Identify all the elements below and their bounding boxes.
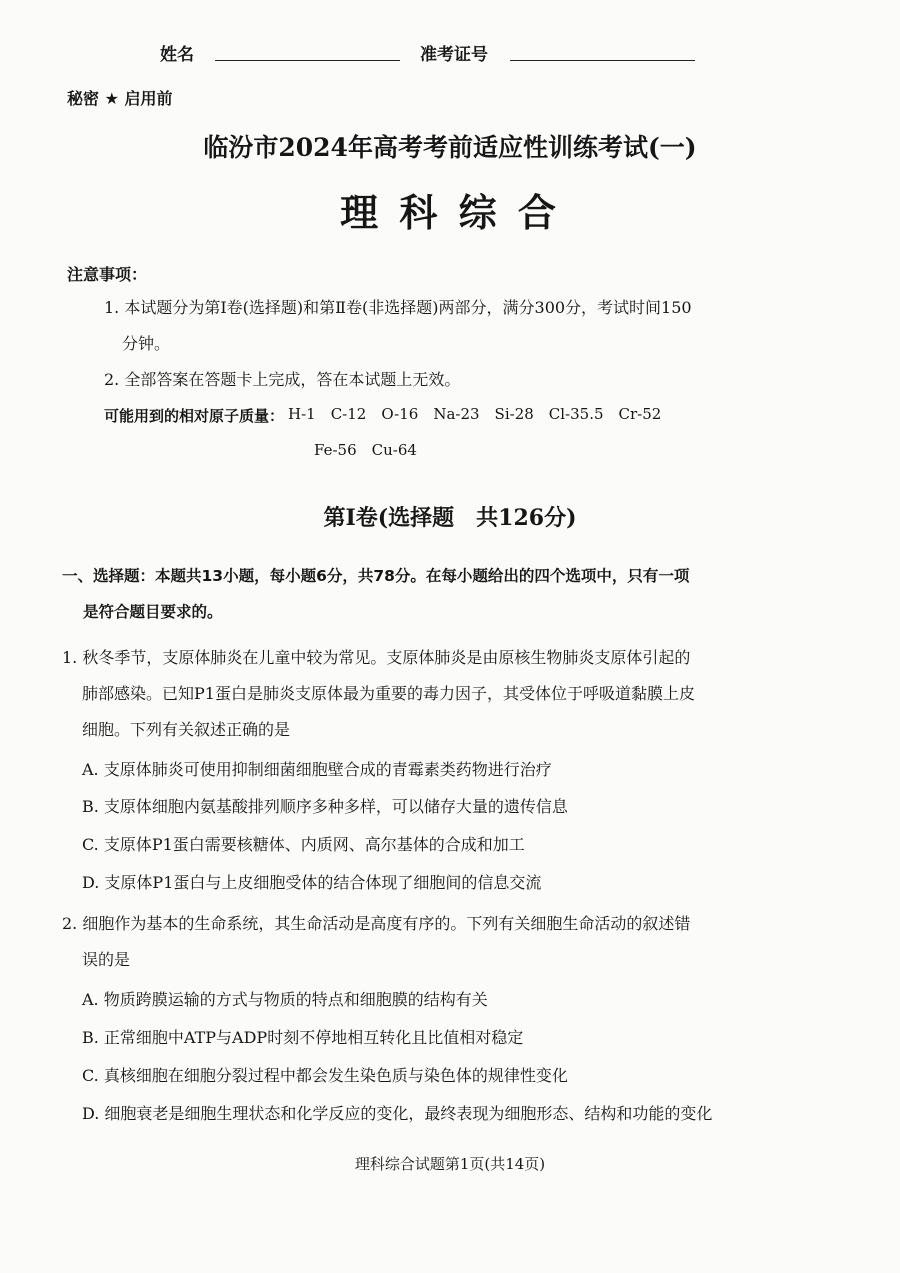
notice-item-1-cont: 分钟。	[122, 334, 171, 353]
notice-item-1: 1. 本试题分为第Ⅰ卷(选择题)和第Ⅱ卷(非选择题)两部分，满分300分，考试时间150	[104, 298, 692, 317]
question-2-option-a: A. 物质跨膜运输的方式与物质的特点和细胞膜的结构有关	[82, 990, 488, 1009]
question-2-stem-2: 误的是	[82, 950, 131, 969]
atomic-mass-values: H-1 C-12 O-16 Na-23 Si-28 Cl-35.5 Cr-52	[288, 405, 662, 423]
notice-heading: 注意事项：	[67, 265, 148, 284]
question-1-stem-2: 肺部感染。已知P1蛋白是肺炎支原体最为重要的毒力因子，其受体位于呼吸道黏膜上皮	[82, 684, 695, 703]
exam-id-label: 准考证号	[420, 45, 488, 65]
exam-id-blank-line	[510, 42, 695, 61]
question-2-stem: 2. 细胞作为基本的生命系统，其生命活动是高度有序的。下列有关细胞生命活动的叙述错	[62, 914, 691, 933]
name-blank-line	[215, 42, 400, 61]
secret-mark: 秘密 ★ 启用前	[67, 89, 173, 108]
notice-item-2: 2. 全部答案在答题卡上完成，答在本试题上无效。	[104, 370, 461, 389]
name-label: 姓名	[160, 45, 194, 65]
section-instructions-cont: 是符合题目要求的。	[83, 603, 223, 621]
page-footer: 理科综合试题第1页(共14页)	[354, 1155, 546, 1173]
exam-title: 临汾市2024年高考考前适应性训练考试(一)	[203, 133, 697, 162]
question-1-option-b: B. 支原体细胞内氨基酸排列顺序多种多样，可以储存大量的遗传信息	[82, 797, 568, 816]
question-1-option-a: A. 支原体肺炎可使用抑制细菌细胞壁合成的青霉素类药物进行治疗	[82, 760, 552, 779]
question-1-stem-3: 细胞。下列有关叙述正确的是	[82, 720, 291, 739]
atomic-mass-label: 可能用到的相对原子质量：	[104, 407, 285, 425]
question-1-stem: 1. 秋冬季节，支原体肺炎在儿童中较为常见。支原体肺炎是由原核生物肺炎支原体引起的	[62, 648, 691, 667]
question-1-option-c: C. 支原体P1蛋白需要核糖体、内质网、高尔基体的合成和加工	[82, 835, 525, 854]
question-1-option-d: D. 支原体P1蛋白与上皮细胞受体的结合体现了细胞间的信息交流	[82, 873, 542, 892]
question-2-option-d: D. 细胞衰老是细胞生理状态和化学反应的变化，最终表现为细胞形态、结构和功能的变化	[82, 1104, 713, 1123]
section-instructions: 一、选择题：本题共13小题，每小题6分，共78分。在每小题给出的四个选项中，只有一项	[62, 567, 690, 585]
question-2-option-b: B. 正常细胞中ATP与ADP时刻不停地相互转化且比值相对稳定	[82, 1028, 524, 1047]
subject-title: 理 科 综 合	[340, 191, 560, 235]
atomic-mass-values-2: Fe-56 Cu-64	[314, 441, 417, 459]
question-2-option-c: C. 真核细胞在细胞分裂过程中都会发生染色质与染色体的规律性变化	[82, 1066, 568, 1085]
section-title: 第Ⅰ卷(选择题 共126分)	[323, 505, 577, 531]
